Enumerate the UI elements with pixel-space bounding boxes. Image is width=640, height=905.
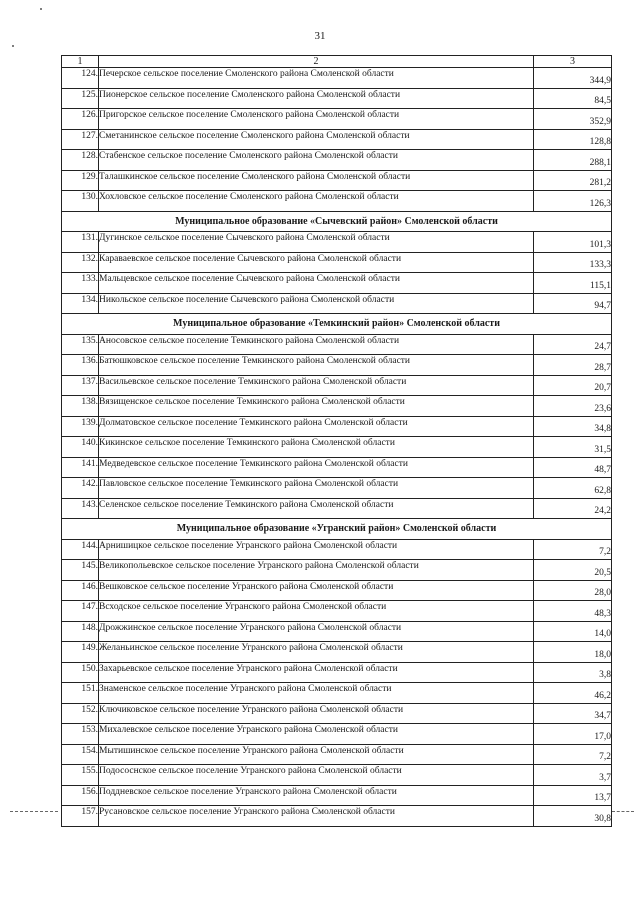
section-row [62, 519, 612, 540]
table-row [62, 88, 612, 109]
table-row [62, 355, 612, 376]
settlement-name: Михалевское сельское поселение Угранского района Смоленской области [99, 724, 534, 745]
table-row [62, 68, 612, 89]
value-cell: 62,8 [534, 478, 612, 499]
value-cell: 94,7 [534, 293, 612, 314]
settlement-name: Печерское сельское поселение Смоленского района Смоленской области [99, 68, 534, 89]
row-number: 147. [62, 601, 99, 622]
table-row [62, 498, 612, 519]
row-number: 129. [62, 170, 99, 191]
row-number: 131. [62, 232, 99, 253]
value-cell: 7,2 [534, 744, 612, 765]
settlement-name: Никольское сельское поселение Сычевского района Смоленской области [99, 293, 534, 314]
row-number: 149. [62, 642, 99, 663]
table-row [62, 252, 612, 273]
settlement-name: Желаньинское сельское поселение Угранского района Смоленской области [99, 642, 534, 663]
settlement-name: Селенское сельское поселение Темкинского района Смоленской области [99, 498, 534, 519]
settlement-name: Батюшковское сельское поселение Темкинского района Смоленской области [99, 355, 534, 376]
settlement-name: Поддневское сельское поселение Угранского района Смоленской области [99, 785, 534, 806]
table-row [62, 765, 612, 786]
row-number: 155. [62, 765, 99, 786]
settlement-name: Русановское сельское поселение Угранского района Смоленской области [99, 806, 534, 827]
settlement-name: Пионерское сельское поселение Смоленского района Смоленской области [99, 88, 534, 109]
value-cell: 34,8 [534, 416, 612, 437]
value-cell: 101,3 [534, 232, 612, 253]
value-cell: 84,5 [534, 88, 612, 109]
table-row [62, 191, 612, 212]
row-number: 133. [62, 273, 99, 294]
settlement-name: Мальцевское сельское поселение Сычевского района Смоленской области [99, 273, 534, 294]
value-cell: 126,3 [534, 191, 612, 212]
table-row [62, 457, 612, 478]
row-number: 136. [62, 355, 99, 376]
value-cell: 24,7 [534, 334, 612, 355]
table-row [62, 129, 612, 150]
row-number: 128. [62, 150, 99, 171]
table-row [62, 293, 612, 314]
settlement-name: Талашкинское сельское поселение Смоленского района Смоленской области [99, 170, 534, 191]
value-cell: 128,8 [534, 129, 612, 150]
table-row [62, 724, 612, 745]
scan-dash-line-left [10, 811, 58, 812]
row-number: 135. [62, 334, 99, 355]
header-col-3: 3 [534, 56, 612, 68]
table-row [62, 580, 612, 601]
section-title: Муниципальное образование «Сычевский район» Смоленской области [62, 211, 612, 232]
settlement-name: Вешковское сельское поселение Угранского района Смоленской области [99, 580, 534, 601]
table-row [62, 150, 612, 171]
settlement-name: Кикинское сельское поселение Темкинского района Смоленской области [99, 437, 534, 458]
table-row [62, 416, 612, 437]
row-number: 148. [62, 621, 99, 642]
value-cell: 28,0 [534, 580, 612, 601]
value-cell: 46,2 [534, 683, 612, 704]
table-row [62, 806, 612, 827]
settlement-name: Долматовское сельское поселение Темкинского района Смоленской области [99, 416, 534, 437]
row-number: 132. [62, 252, 99, 273]
table-row [62, 621, 612, 642]
settlement-name: Мытишинское сельское поселение Угранского района Смоленской области [99, 744, 534, 765]
settlement-name: Арнишицкое сельское поселение Угранского района Смоленской области [99, 539, 534, 560]
section-row [62, 314, 612, 335]
settlement-name: Медведевское сельское поселение Темкинского района Смоленской области [99, 457, 534, 478]
table-row [62, 560, 612, 581]
row-number: 134. [62, 293, 99, 314]
row-number: 130. [62, 191, 99, 212]
value-cell: 20,5 [534, 560, 612, 581]
page-number: 31 [314, 30, 326, 42]
settlement-name: Захарьевское сельское поселение Угранского района Смоленской области [99, 662, 534, 683]
scan-speck [40, 8, 42, 10]
row-number: 141. [62, 457, 99, 478]
value-cell: 24,2 [534, 498, 612, 519]
settlement-name: Подососнское сельское поселение Угранского района Смоленской области [99, 765, 534, 786]
table-row [62, 334, 612, 355]
section-title: Муниципальное образование «Угранский район» Смоленской области [62, 519, 612, 540]
table-row [62, 601, 612, 622]
table-row [62, 273, 612, 294]
settlement-name: Павловское сельское поселение Темкинского района Смоленской области [99, 478, 534, 499]
row-number: 150. [62, 662, 99, 683]
value-cell: 13,7 [534, 785, 612, 806]
value-cell: 48,7 [534, 457, 612, 478]
row-number: 154. [62, 744, 99, 765]
table-row [62, 396, 612, 417]
table-row [62, 785, 612, 806]
table-header [62, 56, 612, 68]
row-number: 157. [62, 806, 99, 827]
settlement-name: Дугинское сельское поселение Сычевского района Смоленской области [99, 232, 534, 253]
value-cell: 14,0 [534, 621, 612, 642]
value-cell: 3,8 [534, 662, 612, 683]
row-number: 152. [62, 703, 99, 724]
value-cell: 3,7 [534, 765, 612, 786]
settlement-name: Знаменское сельское поселение Угранского района Смоленской области [99, 683, 534, 704]
value-cell: 352,9 [534, 109, 612, 130]
header-col-1: 1 [62, 56, 99, 68]
value-cell: 115,1 [534, 273, 612, 294]
table-row [62, 703, 612, 724]
value-cell: 344,9 [534, 68, 612, 89]
table-row [62, 437, 612, 458]
value-cell: 28,7 [534, 355, 612, 376]
settlement-name: Васильевское сельское поселение Темкинского района Смоленской области [99, 375, 534, 396]
table-row [62, 375, 612, 396]
value-cell: 288,1 [534, 150, 612, 171]
table-row [62, 232, 612, 253]
value-cell: 31,5 [534, 437, 612, 458]
header-col-2: 2 [99, 56, 534, 68]
settlement-name: Пригорское сельское поселение Смоленского района Смоленской области [99, 109, 534, 130]
data-table [61, 55, 612, 827]
row-number: 145. [62, 560, 99, 581]
table-row [62, 683, 612, 704]
value-cell: 20,7 [534, 375, 612, 396]
settlement-name: Вязищенское сельское поселение Темкинского района Смоленской области [99, 396, 534, 417]
row-number: 126. [62, 109, 99, 130]
value-cell: 48,3 [534, 601, 612, 622]
scan-speck [12, 45, 14, 47]
row-number: 127. [62, 129, 99, 150]
settlement-name: Великопольевское сельское поселение Угранского района Смоленской области [99, 560, 534, 581]
row-number: 138. [62, 396, 99, 417]
table-row [62, 662, 612, 683]
row-number: 142. [62, 478, 99, 499]
row-number: 137. [62, 375, 99, 396]
value-cell: 7,2 [534, 539, 612, 560]
row-number: 140. [62, 437, 99, 458]
value-cell: 30,8 [534, 806, 612, 827]
table-row [62, 642, 612, 663]
table-body [62, 68, 612, 827]
scan-dash-line-right [612, 811, 634, 812]
row-number: 151. [62, 683, 99, 704]
table-row [62, 170, 612, 191]
value-cell: 34,7 [534, 703, 612, 724]
table-row [62, 744, 612, 765]
value-cell: 133,3 [534, 252, 612, 273]
value-cell: 18,0 [534, 642, 612, 663]
value-cell: 23,6 [534, 396, 612, 417]
section-row [62, 211, 612, 232]
table-row [62, 478, 612, 499]
row-number: 146. [62, 580, 99, 601]
section-title: Муниципальное образование «Темкинский район» Смоленской области [62, 314, 612, 335]
settlement-name: Сметанинское сельское поселение Смоленского района Смоленской области [99, 129, 534, 150]
settlement-name: Хохловское сельское поселение Смоленского района Смоленской области [99, 191, 534, 212]
row-number: 139. [62, 416, 99, 437]
row-number: 143. [62, 498, 99, 519]
row-number: 153. [62, 724, 99, 745]
value-cell: 281,2 [534, 170, 612, 191]
settlement-name: Стабенское сельское поселение Смоленского района Смоленской области [99, 150, 534, 171]
settlement-name: Караваевское сельское поселение Сычевского района Смоленской области [99, 252, 534, 273]
value-cell: 17,0 [534, 724, 612, 745]
row-number: 124. [62, 68, 99, 89]
settlement-name: Аносовское сельское поселение Темкинского района Смоленской области [99, 334, 534, 355]
settlement-name: Всходское сельское поселение Угранского района Смоленской области [99, 601, 534, 622]
table-row [62, 539, 612, 560]
row-number: 125. [62, 88, 99, 109]
row-number: 156. [62, 785, 99, 806]
settlement-name: Ключиковское сельское поселение Угранского района Смоленской области [99, 703, 534, 724]
table-row [62, 109, 612, 130]
settlement-name: Дрожжинское сельское поселение Угранского района Смоленской области [99, 621, 534, 642]
row-number: 144. [62, 539, 99, 560]
